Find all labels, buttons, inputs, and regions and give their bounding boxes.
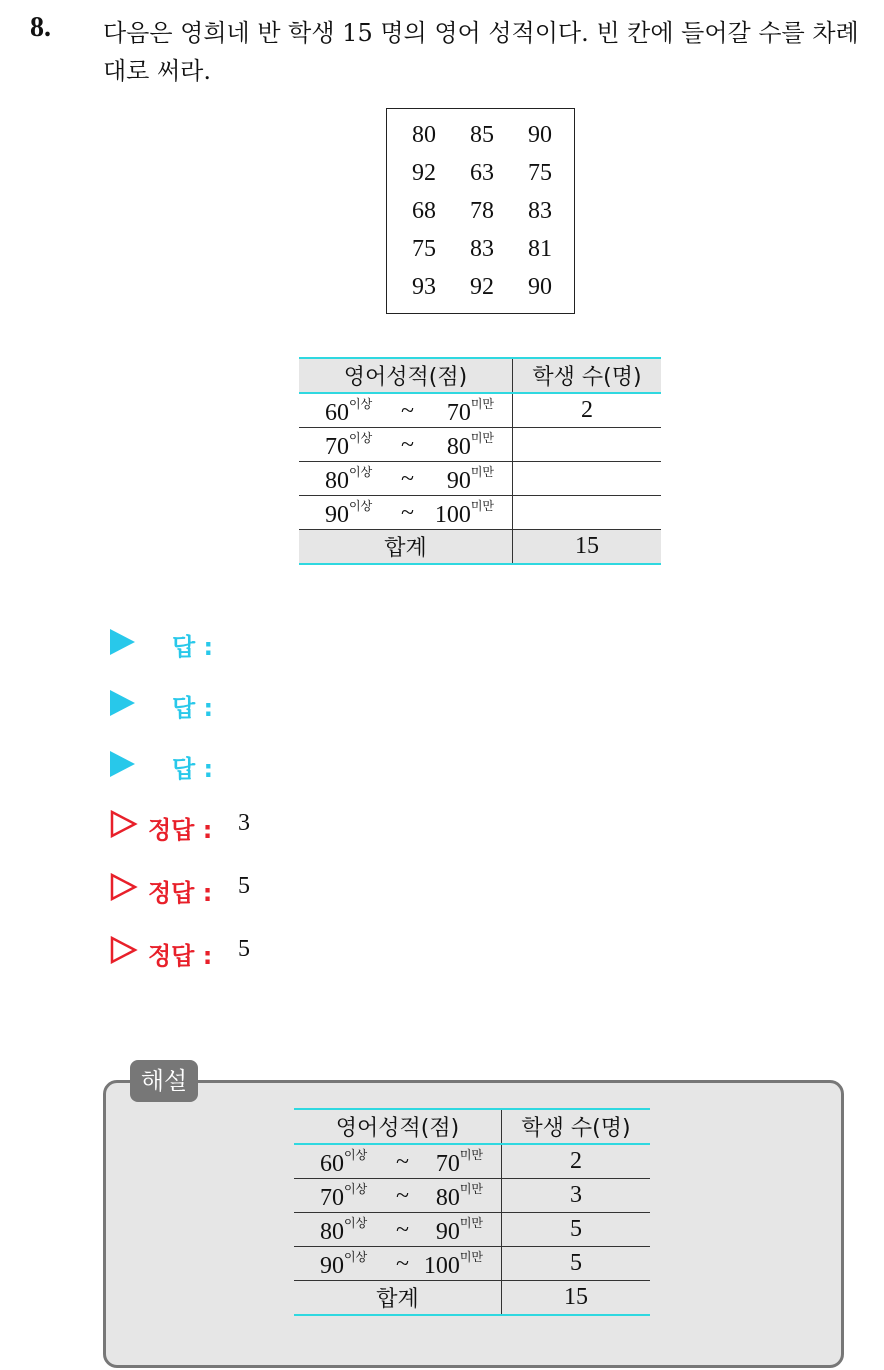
range-low: 80 [320,1219,344,1245]
count-cell: 5 [502,1213,651,1247]
correct-value: 3 [238,810,250,836]
answer-label: 답 : [172,633,214,661]
above-label: 이상 [349,465,373,479]
above-label: 이상 [344,1250,368,1264]
answer-label: 답 : [172,694,214,722]
range-low: 60 [325,400,349,426]
range-tilde: ~ [401,432,414,458]
score-cell: 93 [412,274,436,300]
score-cell: 63 [470,160,494,186]
table-row [294,1179,650,1213]
range-low: 80 [325,468,349,494]
score-cell: 78 [470,198,494,224]
count-cell: 2 [513,393,662,428]
explanation-box [103,1080,844,1368]
range-tilde: ~ [401,500,414,526]
total-label: 합계 [294,1281,502,1316]
range-low: 70 [320,1185,344,1211]
below-label: 미만 [459,1216,483,1230]
above-label: 이상 [344,1182,368,1196]
score-cell: 83 [470,236,494,262]
correct-label: 정답 : [148,816,213,844]
count-cell: 5 [502,1247,651,1281]
range-tilde: ~ [396,1149,409,1175]
score-cell: 92 [412,160,436,186]
outline-triangle-icon [110,873,138,901]
below-label: 미만 [459,1148,483,1162]
range-high: 80 [435,1185,460,1211]
explanation-table [294,1108,650,1316]
outline-triangle-icon [110,810,138,838]
range-high: 70 [435,1151,460,1177]
frequency-table [299,357,661,565]
range-tilde: ~ [396,1217,409,1243]
play-triangle-icon [110,629,135,655]
range-tilde: ~ [401,398,414,424]
below-label: 미만 [470,397,494,411]
table-row [294,1213,650,1247]
range-tilde: ~ [401,466,414,492]
explanation-tab: 해설 [130,1060,198,1102]
count-blank[interactable] [513,462,662,496]
table-header-score: 영어성적(점) [299,358,513,393]
answer-label: 답 : [172,755,214,783]
question-text: 다음은 영희네 반 학생 15 명의 영어 성적이다. 빈 칸에 들어갈 수를 차례대로 써라. [103,19,859,85]
table-row [294,1247,650,1281]
range-low: 90 [325,502,349,528]
below-label: 미만 [459,1182,483,1196]
below-label: 미만 [470,465,494,479]
below-label: 미만 [470,499,494,513]
count-cell: 2 [502,1144,651,1179]
table-row [299,428,661,462]
play-triangle-icon [110,751,135,777]
range-high: 100 [434,502,471,528]
range-high: 80 [446,434,471,460]
above-label: 이상 [349,431,373,445]
table-row [294,1144,650,1179]
score-cell: 80 [412,122,436,148]
outline-triangle-icon [110,936,138,964]
range-high: 70 [446,400,471,426]
table-row [299,462,661,496]
play-triangle-icon [110,690,135,716]
table-header-score: 영어성적(점) [294,1109,502,1144]
question-number: 8. [30,12,51,43]
table-row [299,393,661,428]
above-label: 이상 [344,1148,368,1162]
total-value: 15 [502,1281,651,1316]
score-cell: 85 [470,122,494,148]
score-data-box [386,108,575,314]
count-blank[interactable] [513,428,662,462]
total-row [294,1281,650,1316]
total-row [299,530,661,565]
score-cell: 92 [470,274,494,300]
range-tilde: ~ [396,1251,409,1277]
score-cell: 90 [528,274,552,300]
total-label: 합계 [299,530,513,565]
correct-label: 정답 : [148,879,213,907]
above-label: 이상 [344,1216,368,1230]
score-cell: 75 [528,160,552,186]
correct-label: 정답 : [148,942,213,970]
below-label: 미만 [459,1250,483,1264]
below-label: 미만 [470,431,494,445]
table-header-count: 학생 수(명) [502,1109,651,1144]
score-cell: 81 [528,236,552,262]
table-row [299,496,661,530]
score-cell: 68 [412,198,436,224]
above-label: 이상 [349,499,373,513]
score-cell: 83 [528,198,552,224]
above-label: 이상 [349,397,373,411]
range-high: 90 [435,1219,460,1245]
table-header-count: 학생 수(명) [513,358,662,393]
correct-value: 5 [238,873,250,899]
range-low: 90 [320,1253,344,1279]
score-cell: 90 [528,122,552,148]
range-low: 70 [325,434,349,460]
count-cell: 3 [502,1179,651,1213]
range-tilde: ~ [396,1183,409,1209]
score-cell: 75 [412,236,436,262]
total-value: 15 [513,530,662,565]
range-high: 100 [423,1253,460,1279]
correct-value: 5 [238,936,250,962]
count-blank[interactable] [513,496,662,530]
range-high: 90 [446,468,471,494]
range-low: 60 [320,1151,344,1177]
